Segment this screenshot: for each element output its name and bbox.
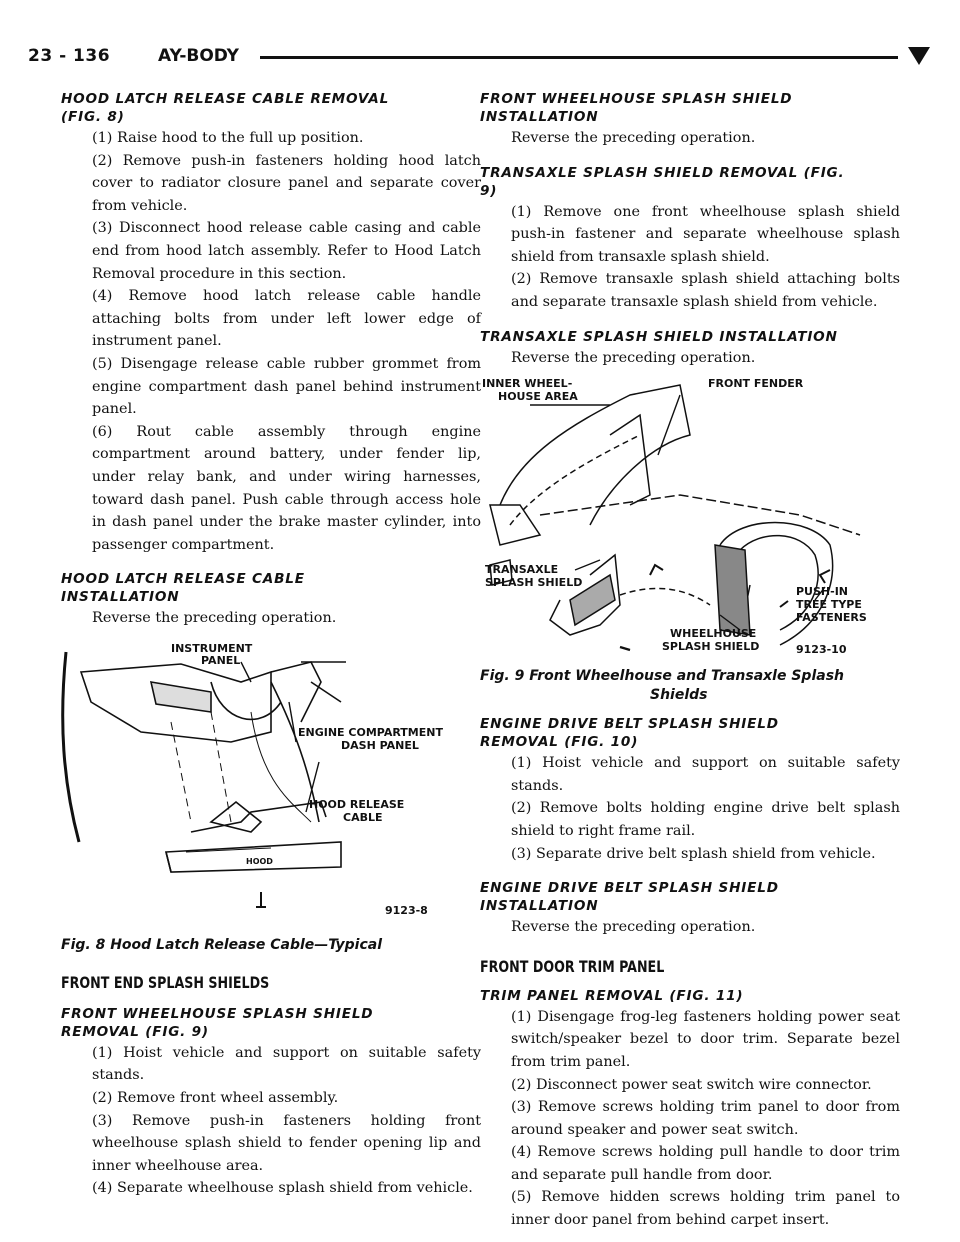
- hood-release-cable-illustration: [61, 642, 481, 934]
- step: (4) Remove screws holding pull handle to door trim and separate pull handle from door.: [511, 1144, 900, 1183]
- right-column: [480, 90, 900, 1232]
- section-heading-wheelhouse-removal: FRONT WHEELHOUSE SPLASH SHIELD REMOVAL (FIG. 9): [61, 1005, 374, 1040]
- belt-shield-installation-text: [480, 916, 900, 939]
- header-rule: [260, 56, 898, 59]
- step: (5) Remove hidden screws holding trim panel to inner door panel from behind carpet insert.: [511, 1189, 900, 1229]
- step: Reverse the preceding operation.: [511, 130, 756, 146]
- step: (3) Remove push-in fasteners holding front wheelhouse splash shield to fender opening lip and inner wheelhouse area.: [92, 1112, 481, 1174]
- fig8-label-dash-2: DASH PANEL: [341, 738, 419, 752]
- section-heading-transaxle-removal: TRANSAXLE SPLASH SHIELD REMOVAL (FIG. 9): [480, 164, 845, 199]
- wheelhouse-installation-text: [480, 127, 900, 150]
- fig9-caption-line: Fig. 9 Front Wheelhouse and Transaxle Splash: [480, 668, 844, 685]
- fig8-label-cable-2: CABLE: [343, 810, 383, 824]
- fig9-label-pushin: PUSH-IN: [796, 585, 848, 599]
- fig9-label-inner-2: HOUSE AREA: [498, 390, 578, 404]
- figure-8: [61, 642, 481, 934]
- step: (3) Separate drive belt splash shield from vehicle.: [511, 845, 876, 862]
- step: (2) Remove front wheel assembly.: [92, 1090, 339, 1107]
- step: (6) Rout cable assembly through engine compartment around battery, under fender lip, under relay bank, and under wiring harnesses, toward dash panel. Push cable through access hole in dash panel under the brake master cylinder, into passenger compartment.: [92, 423, 481, 553]
- step: Reverse the preceding operation.: [511, 349, 756, 366]
- step: Reverse the preceding operation.: [92, 610, 337, 627]
- section-heading-front-end-splash-shields: FRONT END SPLASH SHIELDS: [61, 972, 270, 992]
- splash-shield-illustration: [480, 375, 900, 665]
- step: (3) Disconnect hood release cable casing and cable end from hood latch assembly. Refer to Hood Latch Removal procedure in this section.: [92, 220, 481, 282]
- step: (1) Hoist vehicle and support on suitable safety stands.: [511, 755, 900, 794]
- header-triangle-icon: [908, 47, 930, 65]
- fig8-label-hood: HOOD: [246, 856, 273, 866]
- step: (3) Remove screws holding trim panel to door from around speaker and power seat switch.: [511, 1099, 900, 1138]
- wheelhouse-removal-steps: [61, 1042, 481, 1200]
- fig8-label-instrument: INSTRUMENT: [171, 641, 253, 655]
- step: Reverse the preceding operation.: [511, 919, 756, 936]
- step: (1) Raise hood to the full up position.: [92, 130, 364, 146]
- page-number: 23 - 136: [28, 46, 111, 66]
- fig9-label-wheelhouse: WHEELHOUSE: [670, 627, 757, 641]
- section-heading-wheelhouse-installation: FRONT WHEELHOUSE SPLASH SHIELD INSTALLATION: [480, 91, 793, 125]
- step: (2) Remove push-in fasteners holding hood latch cover to radiator closure panel and separate cover from vehicle.: [92, 152, 481, 214]
- fig8-label-instrument-2: PANEL: [201, 653, 241, 667]
- fig8-code: 9123-8: [385, 903, 428, 917]
- left-column: [61, 90, 481, 1200]
- step: (2) Disconnect power seat switch wire connector.: [511, 1076, 872, 1093]
- fig9-label-inner: INNER WHEEL-: [482, 377, 573, 391]
- page-header: [28, 46, 932, 72]
- trim-panel-removal-steps: [480, 1006, 900, 1232]
- step: (5) Disengage release cable rubber grommet from engine compartment dash panel behind instrument panel.: [92, 355, 481, 418]
- header-title: AY-BODY: [158, 46, 239, 66]
- fig9-label-wheelhouse-2: SPLASH SHIELD: [662, 640, 760, 654]
- step: (1) Remove one front wheelhouse splash shield push-in fastener and separate wheelhouse splash shield from transaxle splash shield.: [511, 203, 900, 265]
- step: (2) Remove transaxle splash shield attaching bolts and separate transaxle splash shield from vehicle.: [511, 271, 900, 310]
- fig9-label-pushin-2: TREE TYPE: [796, 598, 862, 612]
- hood-cable-installation-text: [61, 607, 481, 630]
- step: (4) Remove hood latch release cable handle attaching bolts from under left lower edge of instrument panel.: [92, 288, 481, 350]
- section-heading-hood-cable-removal: HOOD LATCH RELEASE CABLE REMOVAL (FIG. 8): [61, 91, 390, 125]
- hood-cable-removal-steps: [61, 127, 481, 556]
- fig8-caption: Fig. 8 Hood Latch Release Cable—Typical: [61, 936, 383, 953]
- fig8-label-cable: HOOD RELEASE: [309, 797, 405, 811]
- step: (2) Remove bolts holding engine drive belt splash shield to right frame rail.: [511, 800, 900, 839]
- section-heading-hood-cable-installation: HOOD LATCH RELEASE CABLE INSTALLATION: [61, 571, 305, 606]
- fig8-label-dash: ENGINE COMPARTMENT: [298, 725, 443, 739]
- figure-9: [480, 375, 900, 665]
- step: (1) Hoist vehicle and support on suitable safety stands.: [92, 1044, 481, 1084]
- belt-shield-removal-steps: [480, 752, 900, 865]
- step: (1) Disengage frog-leg fasteners holding power seat switch/speaker bezel to door trim. Separate bezel from trim panel.: [511, 1008, 900, 1070]
- section-heading-trim-panel-removal: TRIM PANEL REMOVAL (FIG. 11): [480, 987, 744, 1004]
- fig9-label-transaxle-2: SPLASH SHIELD: [485, 576, 583, 590]
- fig9-label-transaxle: TRANSAXLE: [485, 563, 559, 577]
- fig9-code: 9123-10: [796, 643, 847, 657]
- section-heading-transaxle-installation: TRANSAXLE SPLASH SHIELD INSTALLATION: [480, 328, 838, 345]
- section-heading-belt-shield-installation: ENGINE DRIVE BELT SPLASH SHIELD INSTALLATION: [480, 880, 779, 915]
- transaxle-installation-text: [480, 347, 900, 370]
- fig9-caption-line: Shields: [650, 687, 708, 704]
- section-heading-belt-shield-removal: ENGINE DRIVE BELT SPLASH SHIELD REMOVAL (FIG. 10): [480, 716, 779, 751]
- section-heading-front-door-trim-panel: FRONT DOOR TRIM PANEL: [480, 956, 665, 976]
- fig9-label-fender: FRONT FENDER: [708, 377, 804, 391]
- fig9-label-pushin-3: FASTENERS: [796, 611, 867, 625]
- transaxle-removal-steps: [480, 201, 900, 314]
- fig9-caption: [480, 667, 900, 705]
- step: (4) Separate wheelhouse splash shield from vehicle.: [92, 1180, 473, 1197]
